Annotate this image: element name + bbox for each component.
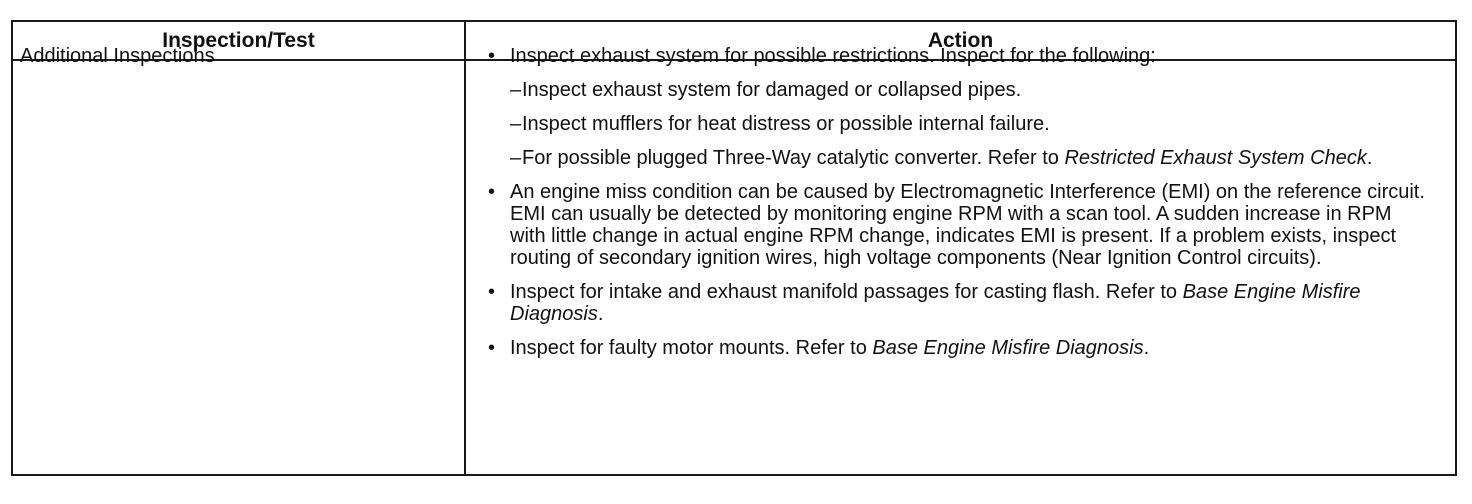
action-sub-3-end: . [1366,147,1373,169]
bullet-icon: • [488,337,496,359]
action-bullet-4-text: Inspect for faulty motor mounts. Refer to [510,337,873,359]
action-bullet-1 [488,45,1428,67]
bullet-icon: • [488,45,496,67]
action-sub-2-text: Inspect mufflers for heat distress or possible internal failure. [522,113,1050,135]
action-bullet-1-text: Inspect exhaust system for possible restrictions. Inspect for the following: [510,45,1156,67]
header-inspection-test: Inspection/Test [162,28,315,52]
reference-restricted-exhaust: Restricted Exhaust System Check [1064,147,1367,169]
reference-base-engine-misfire: Base Engine Misfire Diagnosis [872,337,1144,359]
action-cell [488,45,1428,359]
header-action: Action [927,28,994,52]
bullet-icon: • [488,181,496,203]
action-bullet-3-end: . [597,303,604,325]
bullet-icon: • [488,281,496,303]
inspection-cell: Additional Inspections [20,45,215,67]
action-sub-1-text: Inspect exhaust system for damaged or collapsed pipes. [522,79,1022,101]
action-bullet-2 [488,181,1428,269]
action-bullet-3 [488,281,1428,325]
dash-icon: – [510,79,522,101]
action-sub-2 [488,113,1428,135]
reference-base-engine-misfire: Base Engine Misfire Diagnosis [510,281,1361,325]
action-bullet-4 [488,337,1428,359]
dash-icon: – [510,113,522,135]
action-sub-1 [488,79,1428,101]
action-bullet-3-text: Inspect for intake and exhaust manifold passages for casting flash. Refer to [510,281,1183,303]
action-sub-3-text: For possible plugged Three-Way catalytic converter. Refer to [522,147,1065,169]
action-bullet-2-text: An engine miss condition can be caused by Electromagnetic Interference (EMI) on the reference circuit. EMI can usually be detected by monitoring engine RPM with a scan tool. A sudden increase in RPM with little change in actual engine RPM change, indicates EMI is present. If a problem exists, inspect routing of secondary ignition wires, high voltage components (Near Ignition Control circuits). [510,181,1425,269]
dash-icon: – [510,147,522,169]
action-bullet-4-end: . [1143,337,1150,359]
column-divider [464,22,466,474]
action-sub-3 [488,147,1428,169]
